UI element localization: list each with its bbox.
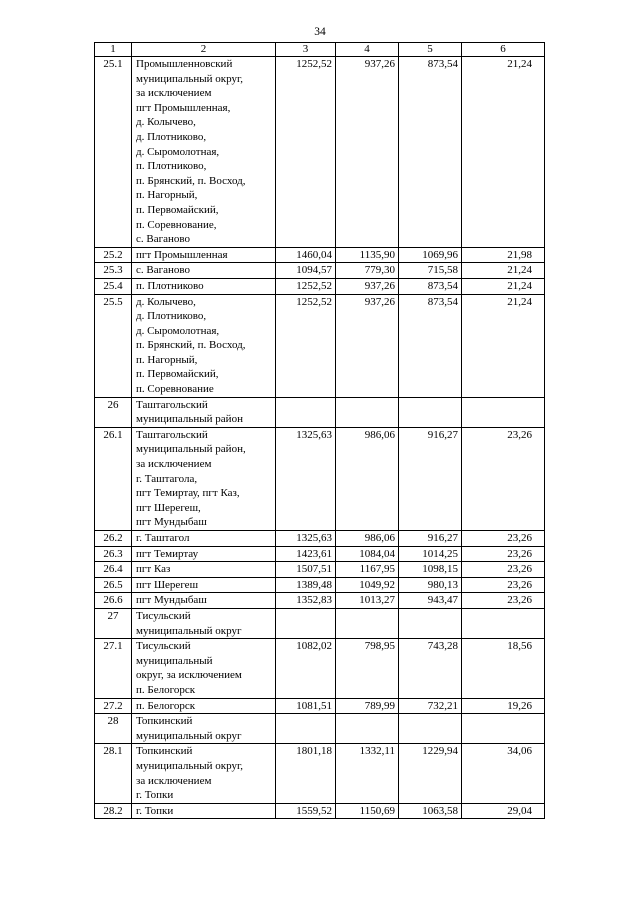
tariff-table [94,42,545,819]
value-col3-cell: 1460,04 [276,247,336,263]
header-cell-4: 4 [336,43,399,57]
value-col4-cell: 937,26 [336,57,399,248]
page-number: 34 [314,26,326,38]
value-col6-cell: 21,24 [462,57,545,248]
territory-name-cell: Тисульский муниципальный округ [132,608,276,638]
territory-name-cell: п. Плотниково [132,278,276,294]
table-row [95,531,545,547]
territory-name-cell: пгт Мундыбаш [132,593,276,609]
row-number-cell: 25.5 [95,294,132,397]
row-number-cell: 25.3 [95,263,132,279]
value-col3-cell: 1507,51 [276,562,336,578]
row-number-cell: 26.4 [95,562,132,578]
value-col4-cell: 798,95 [336,639,399,698]
value-col3-cell: 1252,52 [276,294,336,397]
value-col6-cell: 34,06 [462,744,545,803]
row-number-cell: 28.2 [95,803,132,819]
value-col6-cell: 23,26 [462,562,545,578]
value-col6-cell: 21,24 [462,278,545,294]
table-row [95,294,545,397]
value-col5-cell: 943,47 [399,593,462,609]
table-row [95,427,545,530]
value-col6-cell: 21,24 [462,263,545,279]
value-col3-cell: 1082,02 [276,639,336,698]
value-col4-cell: 986,06 [336,427,399,530]
table-row [95,744,545,803]
row-number-cell: 25.4 [95,278,132,294]
territory-name-cell: Таштагольский муниципальный район [132,397,276,427]
value-col3-cell: 1389,48 [276,577,336,593]
header-cell-1: 1 [95,43,132,57]
value-col6-cell: 23,26 [462,546,545,562]
territory-name-cell: пгт Промышленная [132,247,276,263]
value-col6-cell [462,714,545,744]
value-col3-cell: 1801,18 [276,744,336,803]
territory-name-cell: г. Топки [132,803,276,819]
table-row [95,639,545,698]
row-number-cell: 27.1 [95,639,132,698]
territory-name-cell: п. Белогорск [132,698,276,714]
row-number-cell: 26.6 [95,593,132,609]
value-col6-cell: 29,04 [462,803,545,819]
value-col5-cell: 873,54 [399,278,462,294]
value-col4-cell: 1167,95 [336,562,399,578]
value-col4-cell: 1084,04 [336,546,399,562]
value-col3-cell: 1423,61 [276,546,336,562]
value-col6-cell: 21,98 [462,247,545,263]
table-row [95,714,545,744]
territory-name-cell: д. Колычево, д. Плотниково, д. Сыромолотная, п. Брянский, п. Восход, п. Нагорный, п. Первомайский, п. Соревнование [132,294,276,397]
territory-name-cell: Таштагольский муниципальный район, за исключением г. Таштагола, пгт Темиртау, пгт Каз, пгт Шерегеш, пгт Мундыбаш [132,427,276,530]
row-number-cell: 26.5 [95,577,132,593]
row-number-cell: 25.1 [95,57,132,248]
table-row [95,608,545,638]
value-col6-cell: 23,26 [462,531,545,547]
table-row [95,247,545,263]
header-row [95,43,545,57]
value-col6-cell: 23,26 [462,593,545,609]
header-cell-3: 3 [276,43,336,57]
value-col4-cell [336,714,399,744]
value-col4-cell: 1150,69 [336,803,399,819]
row-number-cell: 25.2 [95,247,132,263]
value-col5-cell [399,608,462,638]
value-col4-cell: 937,26 [336,278,399,294]
value-col5-cell: 1229,94 [399,744,462,803]
value-col5-cell: 980,13 [399,577,462,593]
row-number-cell: 26.1 [95,427,132,530]
value-col3-cell [276,714,336,744]
table-row [95,546,545,562]
value-col5-cell [399,714,462,744]
table-row [95,577,545,593]
value-col6-cell: 23,26 [462,427,545,530]
value-col5-cell: 916,27 [399,531,462,547]
table-row [95,562,545,578]
value-col3-cell: 1094,57 [276,263,336,279]
value-col4-cell: 1049,92 [336,577,399,593]
row-number-cell: 27.2 [95,698,132,714]
territory-name-cell: Промышленновский муниципальный округ, за исключением пгт Промышленная, д. Колычево, д. Плотниково, д. Сыромолотная, п. Плотниково, п. Брянский, п. Восход, п. Нагорный, п. Первомайский, п. Соревнование, с. Ваганово [132,57,276,248]
value-col3-cell: 1252,52 [276,57,336,248]
value-col4-cell: 1332,11 [336,744,399,803]
territory-name-cell: с. Ваганово [132,263,276,279]
value-col3-cell: 1352,83 [276,593,336,609]
territory-name-cell: Топкинский муниципальный округ [132,714,276,744]
value-col4-cell [336,608,399,638]
value-col4-cell [336,397,399,427]
value-col3-cell: 1252,52 [276,278,336,294]
value-col4-cell: 789,99 [336,698,399,714]
value-col5-cell: 715,58 [399,263,462,279]
row-number-cell: 28.1 [95,744,132,803]
value-col5-cell: 916,27 [399,427,462,530]
table-row [95,278,545,294]
value-col3-cell: 1325,63 [276,427,336,530]
value-col5-cell: 732,21 [399,698,462,714]
row-number-cell: 26.3 [95,546,132,562]
value-col6-cell: 18,56 [462,639,545,698]
row-number-cell: 26.2 [95,531,132,547]
table-row [95,803,545,819]
table-row [95,593,545,609]
table-row [95,57,545,248]
value-col5-cell: 1069,96 [399,247,462,263]
value-col4-cell: 1013,27 [336,593,399,609]
value-col6-cell: 21,24 [462,294,545,397]
value-col5-cell: 873,54 [399,294,462,397]
value-col6-cell: 19,26 [462,698,545,714]
value-col3-cell: 1559,52 [276,803,336,819]
value-col3-cell: 1325,63 [276,531,336,547]
territory-name-cell: пгт Каз [132,562,276,578]
territory-name-cell: пгт Темиртау [132,546,276,562]
header-cell-6: 6 [462,43,545,57]
value-col5-cell [399,397,462,427]
value-col4-cell: 779,30 [336,263,399,279]
header-cell-2: 2 [132,43,276,57]
value-col5-cell: 1063,58 [399,803,462,819]
value-col6-cell [462,397,545,427]
row-number-cell: 27 [95,608,132,638]
value-col5-cell: 743,28 [399,639,462,698]
territory-name-cell: пгт Шерегеш [132,577,276,593]
table-row [95,698,545,714]
territory-name-cell: Топкинский муниципальный округ, за исключением г. Топки [132,744,276,803]
value-col5-cell: 873,54 [399,57,462,248]
row-number-cell: 28 [95,714,132,744]
value-col5-cell: 1014,25 [399,546,462,562]
value-col6-cell [462,608,545,638]
value-col5-cell: 1098,15 [399,562,462,578]
territory-name-cell: г. Таштагол [132,531,276,547]
table-row [95,263,545,279]
value-col4-cell: 986,06 [336,531,399,547]
header-cell-5: 5 [399,43,462,57]
value-col3-cell [276,608,336,638]
row-number-cell: 26 [95,397,132,427]
table-row [95,397,545,427]
value-col3-cell: 1081,51 [276,698,336,714]
territory-name-cell: Тисульский муниципальный округ, за исключением п. Белогорск [132,639,276,698]
value-col3-cell [276,397,336,427]
value-col4-cell: 937,26 [336,294,399,397]
value-col6-cell: 23,26 [462,577,545,593]
value-col4-cell: 1135,90 [336,247,399,263]
